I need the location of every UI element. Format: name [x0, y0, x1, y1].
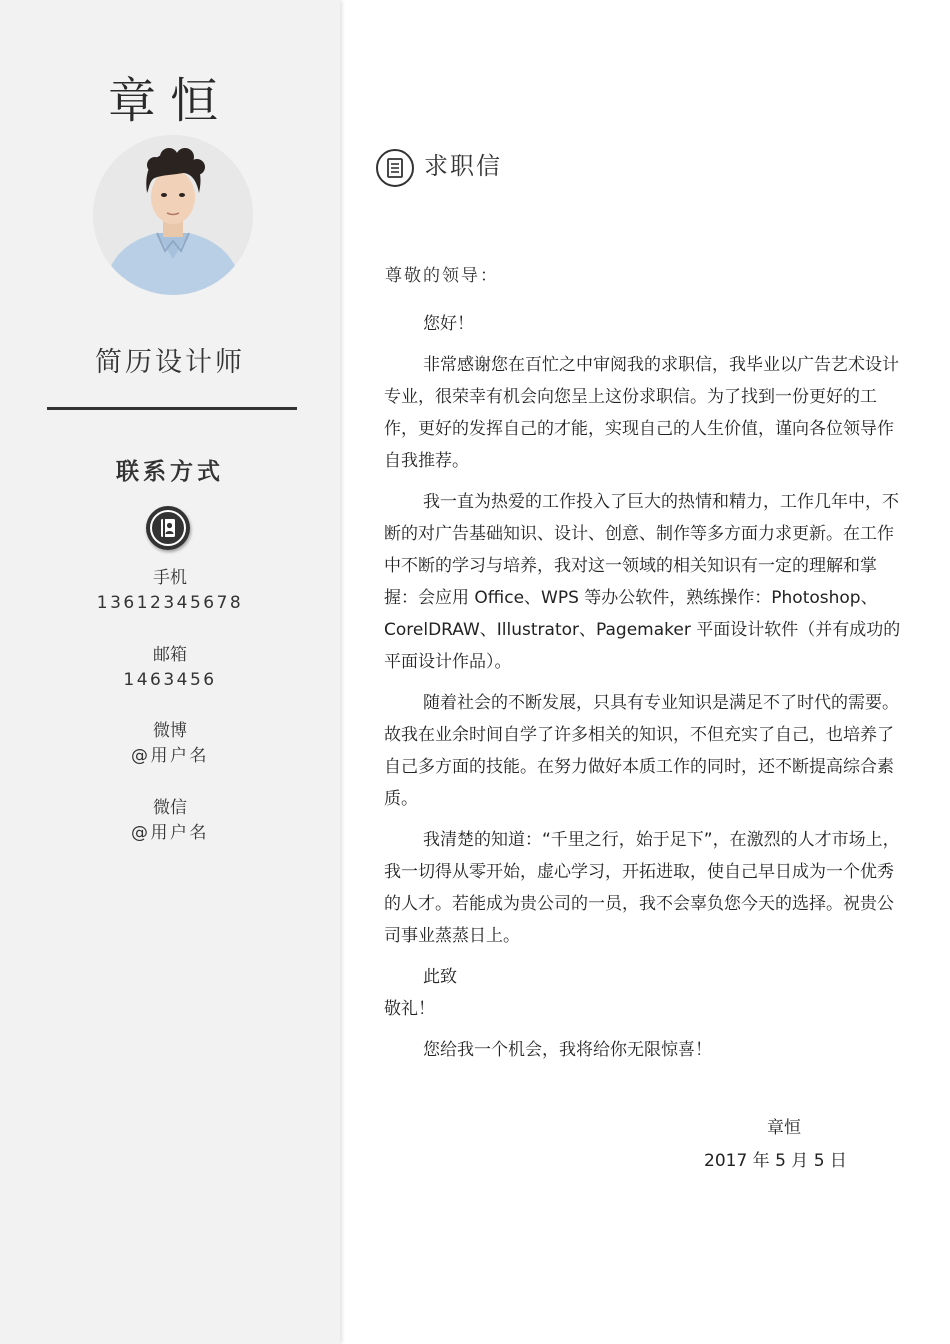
letter-body: [384, 308, 908, 1075]
phone-label: 手机: [153, 568, 187, 588]
letter-salute: 敬礼！: [384, 999, 435, 1019]
document-icon: [376, 149, 414, 187]
contact-section-title: 联系方式: [116, 459, 224, 485]
letter-hello: 您好！: [423, 314, 474, 334]
contact-item-phone: [0, 566, 340, 643]
letter-paragraph: 非常感谢您在百忙之中审阅我的求职信，我毕业以广告艺术设计专业，很荣幸有机会向您呈上这份求职信。为了找到一份更好的工作，更好的发挥自己的才能，实现自己的人生价值，谨向各位领导作自我推荐。: [384, 355, 899, 471]
letter-paragraph: 我清楚的知道：“千里之行，始于足下”，在激烈的人才市场上，我一切得从零开始，虚心学习，开拓进取，使自己早日成为一个优秀的人才。若能成为贵公司的一员，我不会辜负您今天的选择。祝贵公司事业蒸蒸日上。: [384, 830, 900, 946]
letter-greeting: 尊敬的领导：: [385, 266, 499, 286]
signature-name: 章恒: [767, 1118, 801, 1138]
letter-paragraph: 随着社会的不断发展，只具有专业知识是满足不了时代的需要。故我在业余时间自学了许多相关的知识，不但充实了自己，也培养了自己多方面的技能。在努力做好本质工作的同时，还不断提高综合素质。: [384, 693, 899, 809]
avatar: [93, 135, 253, 295]
letter-final-line: 您给我一个机会，我将给你无限惊喜！: [423, 1040, 712, 1060]
divider: [47, 407, 297, 410]
letter-closing: 此致: [423, 967, 457, 987]
weibo-value: @用户名: [131, 746, 209, 766]
avatar-photo: [93, 135, 253, 295]
contact-item-email: [0, 643, 340, 720]
email-label: 邮箱: [153, 644, 187, 665]
phone-value: 13612345678: [96, 593, 244, 613]
contact-book-icon: [146, 506, 190, 550]
contact-item-weibo: [0, 719, 340, 796]
sidebar: [0, 0, 340, 1344]
wechat-value: @用户名: [131, 822, 209, 843]
email-value: 1463456: [123, 669, 217, 690]
letter-paragraph: 我一直为热爱的工作投入了巨大的热情和精力，工作几年中，不断的对广告基础知识、设计、创意、制作等多方面力求更新。在工作中不断的学习与培养，我对这一领域的相关知识有一定的理解和掌握：会应用 Office、WPS 等办公软件，熟练操作：Photoshop、CorelDRAW、Illustrator、Pagemaker 平面设计软件（并有成功的平面设计作品）。: [384, 492, 901, 672]
candidate-name: 章恒: [107, 73, 232, 129]
signature-date: 2017 年 5 月 5 日: [704, 1151, 847, 1171]
contact-list: [0, 566, 340, 872]
wechat-label: 微信: [153, 797, 187, 818]
weibo-label: 微博: [153, 721, 187, 741]
job-title: 简历设计师: [95, 347, 245, 378]
letter-heading: 求职信: [424, 152, 502, 180]
contact-item-wechat: [0, 796, 340, 873]
